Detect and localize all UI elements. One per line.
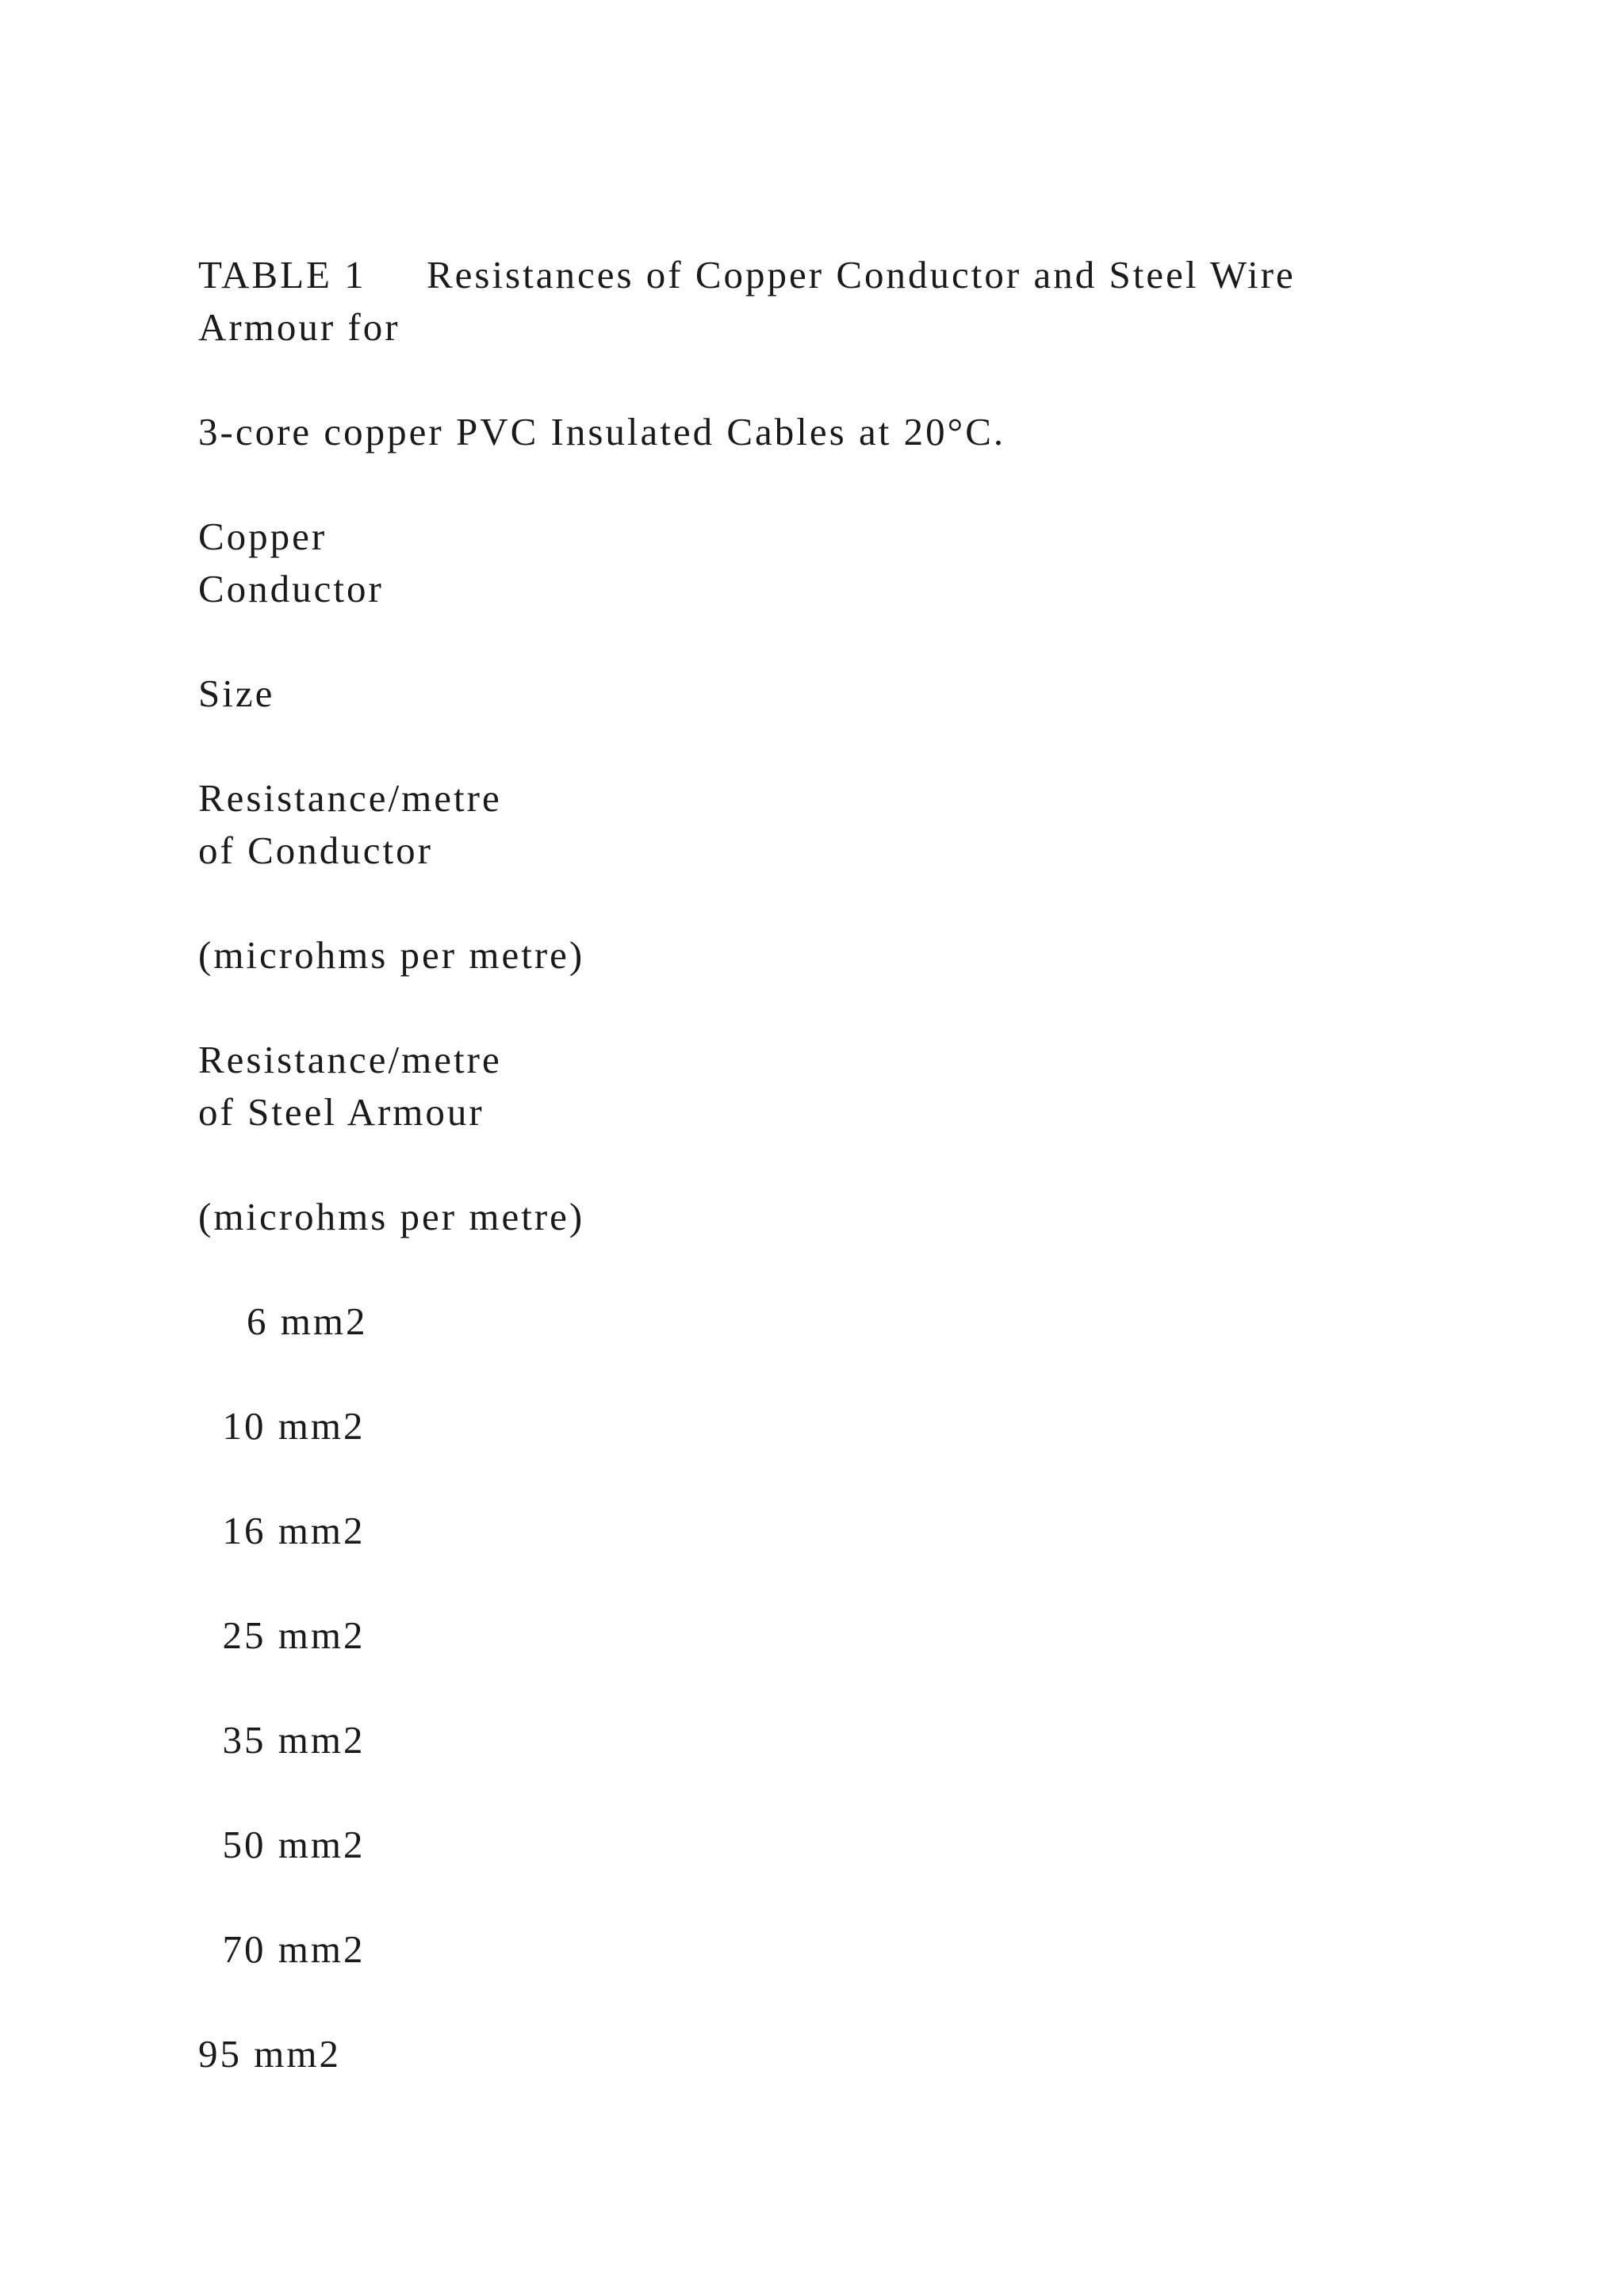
column-unit-armour: (microhms per metre) xyxy=(198,1195,585,1238)
column-unit-conductor: (microhms per metre) xyxy=(198,933,585,977)
column-header-size-line-2: Conductor xyxy=(198,567,384,610)
column-header-conductor-line-2: of Conductor xyxy=(198,828,433,872)
table-row-size: 50 mm2 xyxy=(198,1823,366,1866)
table-row-size: 10 mm2 xyxy=(198,1404,366,1448)
table-row-size: 95 mm2 xyxy=(198,2032,341,2076)
document-page xyxy=(198,0,1435,2296)
column-header-size-line-3: Size xyxy=(198,672,275,715)
table-title-line-2: Armour for xyxy=(198,305,400,349)
table-row-size: 16 mm2 xyxy=(198,1509,366,1552)
table-row-size: 6 mm2 xyxy=(198,1299,368,1343)
column-header-armour-line-1: Resistance/metre xyxy=(198,1038,502,1081)
table-row-size: 25 mm2 xyxy=(198,1613,366,1657)
column-header-conductor-line-1: Resistance/metre xyxy=(198,776,502,820)
table-title-line-1: TABLE 1 Resistances of Copper Conductor and Steel Wire xyxy=(198,253,1296,297)
table-row-size: 70 mm2 xyxy=(198,1927,366,1971)
table-subtitle: 3-core copper PVC Insulated Cables at 20°C. xyxy=(198,410,1006,453)
column-header-armour-line-2: of Steel Armour xyxy=(198,1090,485,1134)
column-header-size-line-1: Copper xyxy=(198,515,327,558)
table-row-size: 35 mm2 xyxy=(198,1718,366,1762)
